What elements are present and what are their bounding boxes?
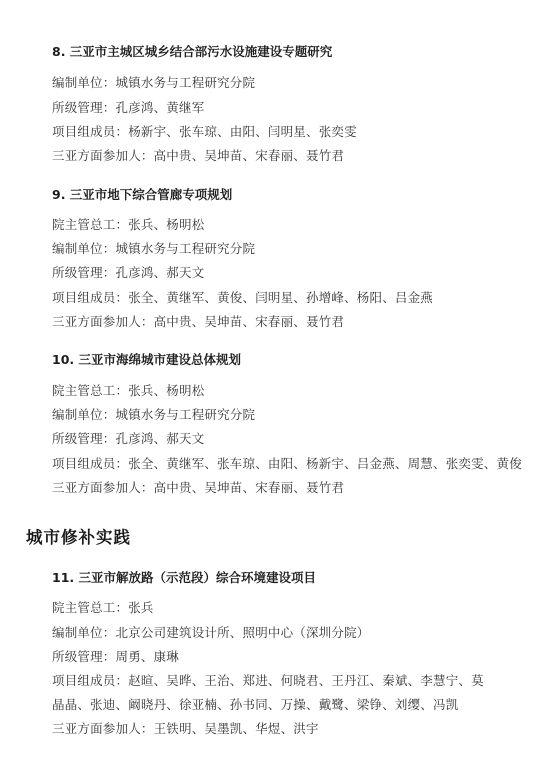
- project-8-title: 8. 三亚市主城区城乡结合部污水设施建设专题研究: [52, 44, 333, 59]
- project-10-title: 10. 三亚市海绵城市建设总体规划: [52, 352, 241, 367]
- project-9-line-members: 项目组成员：张全、黄继军、黄俊、闫明星、孙增峰、杨阳、吕金燕: [52, 290, 434, 305]
- project-9-line-chief-engineer: 院主管总工：张兵、杨明松: [52, 217, 205, 232]
- project-10-line-members: 项目组成员：张全、黄继军、张车琼、由阳、杨新宇、吕金燕、周慧、张奕雯、黄俊: [52, 456, 522, 471]
- project-9-line-compiler: 编制单位：城镇水务与工程研究分院: [52, 241, 256, 256]
- section-heading: 城市修补实践: [26, 528, 131, 547]
- project-8-line-sanya-participants: 三亚方面参加人：高中贵、吴坤苗、宋春丽、聂竹君: [52, 148, 345, 163]
- project-11-title: 11. 三亚市解放路（示范段）综合环境建设项目: [52, 570, 316, 585]
- project-10-line-sanya-participants: 三亚方面参加人：高中贵、吴坤苗、宋春丽、聂竹君: [52, 480, 345, 495]
- project-11-line-sanya-participants: 三亚方面参加人：王铁明、吴墨凯、华煜、洪宇: [52, 721, 319, 736]
- project-9-line-management: 所级管理：孔彦鸿、郝天文: [52, 265, 205, 280]
- project-11-line-compiler: 编制单位：北京公司建筑设计所、照明中心（深圳分院）: [52, 625, 370, 640]
- project-11-line-members-2: 晶晶、张迪、阚晓丹、徐亚楠、孙书同、万操、戴鹭、梁铮、刘缨、冯凯: [52, 697, 459, 712]
- project-11-line-members-1: 项目组成员：赵暄、吴晔、王治、郑进、何晓君、王丹江、秦斌、李慧宁、莫: [52, 673, 484, 688]
- project-8-line-management: 所级管理：孔彦鸿、黄继军: [52, 100, 205, 115]
- project-11-line-management: 所级管理：周勇、康琳: [52, 649, 180, 664]
- project-9-title: 9. 三亚市地下综合管廊专项规划: [52, 187, 233, 202]
- project-10-line-chief-engineer: 院主管总工：张兵、杨明松: [52, 383, 205, 398]
- project-11-line-chief-engineer: 院主管总工：张兵: [52, 600, 154, 615]
- project-9-line-sanya-participants: 三亚方面参加人：高中贵、吴坤苗、宋春丽、聂竹君: [52, 314, 345, 329]
- project-8-line-members: 项目组成员：杨新宇、张车琼、由阳、闫明星、张奕雯: [52, 124, 357, 139]
- project-10-line-compiler: 编制单位：城镇水务与工程研究分院: [52, 407, 256, 422]
- project-8-line-compiler: 编制单位：城镇水务与工程研究分院: [52, 75, 256, 90]
- project-10-line-management: 所级管理：孔彦鸿、郝天文: [52, 431, 205, 446]
